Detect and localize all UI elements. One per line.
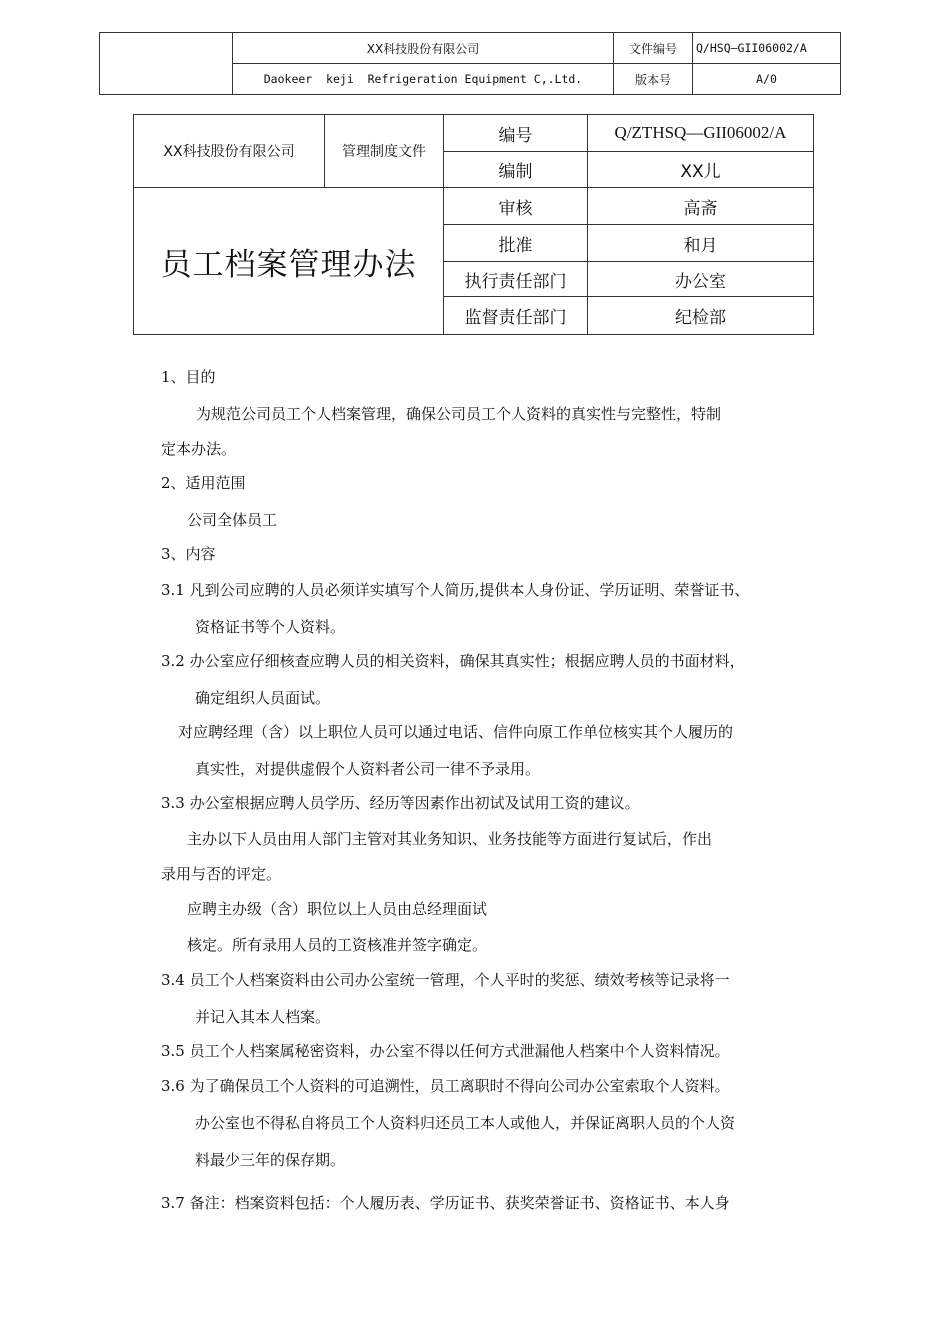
info-row-label: 审核	[444, 188, 588, 225]
info-row-value: 办公室	[588, 262, 814, 297]
clause-text: 录用与否的评定。	[161, 865, 282, 883]
section-heading: 1、目的	[161, 368, 216, 386]
info-row-value: 高斋	[588, 188, 814, 225]
info-row-value: Q/ZTHSQ—GII06002/A	[588, 115, 814, 152]
info-row-label: 编制	[444, 152, 588, 188]
clause-text: 3.4 员工个人档案资料由公司办公室统一管理，个人平时的奖惩、绩效考核等记录将一	[161, 971, 730, 989]
clause-text: 料最少三年的保存期。	[195, 1151, 346, 1169]
clause-text: 真实性，对提供虚假个人资料者公司一律不予录用。	[195, 760, 541, 778]
clause-text: 3.5 员工个人档案属秘密资料，办公室不得以任何方式泄漏他人档案中个人资料情况。	[161, 1042, 730, 1060]
clause-text: 3.1 凡到公司应聘的人员必须详实填写个人简历,提供本人身份证、学历证明、荣誉证书、	[161, 581, 750, 599]
body-text: 定本办法。	[161, 440, 237, 458]
body-text: 公司全体员工	[187, 511, 278, 529]
header-company-en: Daokeer keji Refrigeration Equipment C,.Ltd.	[233, 64, 614, 95]
info-row-label: 监督责任部门	[444, 297, 588, 335]
document-title: 员工档案管理办法	[134, 188, 444, 335]
body-text: 为规范公司员工个人档案管理，确保公司员工个人资料的真实性与完整性，特制	[196, 405, 722, 423]
header-file-no-label: 文件编号	[614, 33, 693, 64]
clause-text: 对应聘经理（含）以上职位人员可以通过电话、信件向原工作单位核实其个人履历的	[178, 723, 734, 741]
document-info-table	[133, 114, 814, 335]
header-file-no-value: Q/HSQ—GII06002/A	[693, 33, 841, 64]
info-row-value: XX儿	[588, 152, 814, 188]
clause-text: 确定组织人员面试。	[195, 689, 331, 707]
clause-text: 3.7 备注：档案资料包括：个人履历表、学历证书、获奖荣誉证书、资格证书、本人身	[161, 1194, 730, 1212]
header-version-value: A/0	[693, 64, 841, 95]
clause-text: 办公室也不得私自将员工个人资料归还员工本人或他人，并保证离职人员的个人资	[195, 1114, 736, 1132]
document-header-table	[99, 32, 841, 95]
section-heading: 2、适用范围	[161, 474, 246, 492]
info-row-label: 编号	[444, 115, 588, 152]
info-row-value: 纪检部	[588, 297, 814, 335]
clause-text: 3.2 办公室应仔细核查应聘人员的相关资料，确保其真实性；根据应聘人员的书面材料，	[161, 652, 745, 670]
info-row-label: 批准	[444, 225, 588, 262]
clause-text: 主办以下人员由用人部门主管对其业务知识、业务技能等方面进行复试后，作出	[187, 830, 713, 848]
clause-text: 资格证书等个人资料。	[195, 618, 346, 636]
header-logo-cell	[100, 33, 233, 95]
clause-text: 核定。所有录用人员的工资核准并签字确定。	[187, 936, 488, 954]
clause-text: 3.6 为了确保员工个人资料的可追溯性，员工离职时不得向公司办公室索取个人资料。	[161, 1077, 730, 1095]
info-doc-type: 管理制度文件	[325, 115, 444, 188]
info-row-value: 和月	[588, 225, 814, 262]
clause-text: 应聘主办级（含）职位以上人员由总经理面试	[187, 900, 488, 918]
header-version-label: 版本号	[614, 64, 693, 95]
header-company-cn: XX科技股份有限公司	[233, 33, 614, 64]
info-row-label: 执行责任部门	[444, 262, 588, 297]
clause-text: 3.3 办公室根据应聘人员学历、经历等因素作出初试及试用工资的建议。	[161, 794, 640, 812]
clause-text: 并记入其本人档案。	[195, 1008, 331, 1026]
info-company: XX科技股份有限公司	[134, 115, 325, 188]
section-heading: 3、内容	[161, 545, 216, 563]
